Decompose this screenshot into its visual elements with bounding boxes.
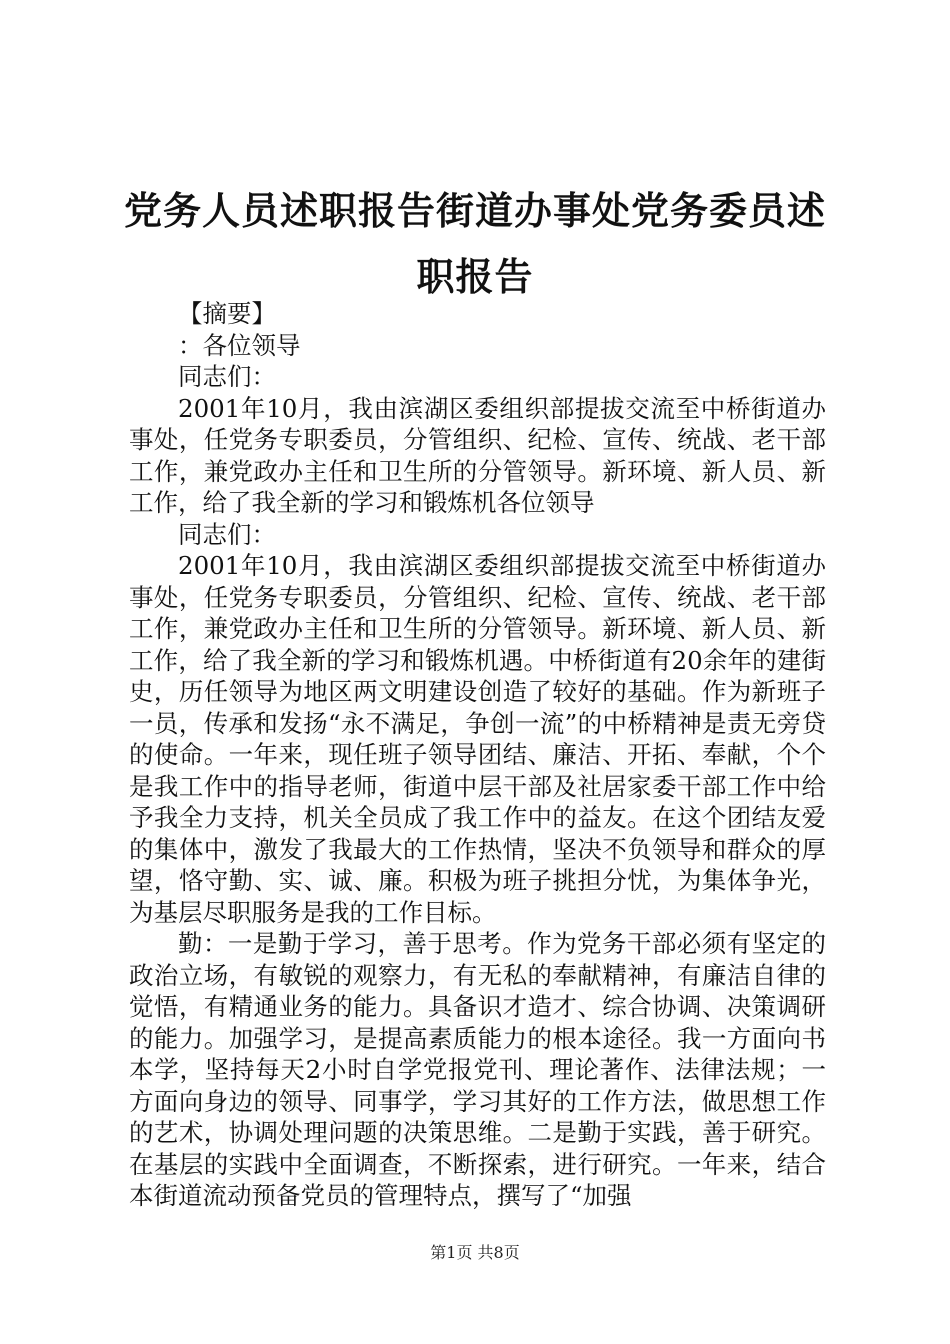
page-number-footer: 第1页 共8页: [430, 1243, 520, 1262]
body-paragraph: 2001年10月，我由滨湖区委组织部提拔交流至中桥街道办事处，任党务专职委员，分管组织、纪检、宣传、统战、老干部工作，兼党政办主任和卫生所的分管领导。新环境、新人员、新工作，给了我全新的学习和锻炼机遇。中桥街道有20余年的建街史，历任领导为地区两文明建设创造了较好的基础。作为新班子一员，传承和发扬“永不满足，争创一流”的中桥精神是责无旁贷的使命。一年来，现任班子领导团结、廉洁、开拓、奉献，个个是我工作中的指导老师，街道中层干部及社居家委干部工作中给予我全力支持，机关全员成了我工作中的益友。在这个团结友爱的集体中，激发了我最大的工作热情，坚决不负领导和群众的厚望，恪守勤、实、诚、廉。积极为班子挑担分忧，为集体争光，为基层尽职服务是我的工作目标。: [129, 551, 826, 927]
document-title: 党务人员述职报告街道办事处党务委员述职报告: [123, 188, 826, 299]
salutation-comrades-repeat: 同志们：: [178, 519, 276, 549]
body-paragraph-diligence: 勤：一是勤于学习，善于思考。作为党务干部必须有坚定的政治立场，有敏锐的观察力，有无私的奉献精神，有廉洁自律的觉悟，有精通业务的能力。具备识才造才、综合协调、决策调研的能力。加强学习，是提高素质能力的根本途径。我一方面向书本学，坚持每天2小时自学党报党刊、理论著作、法律法规；一方面向身边的领导、同事学，学习其好的工作方法，做思想工作的艺术，协调处理问题的决策思维。二是勤于实践，善于研究。在基层的实践中全面调查，不断探索，进行研究。一年来，结合本街道流动预备党员的管理特点，撰写了“加强: [129, 929, 826, 1210]
abstract-heading: 【摘要】: [178, 299, 276, 328]
document-body: [129, 298, 826, 1212]
salutation-comrades: 同志们：: [178, 362, 276, 391]
salutation-leaders: ：各位领导: [178, 330, 301, 360]
body-paragraph: 2001年10月，我由滨湖区委组织部提拔交流至中桥街道办事处，任党务专职委员，分管组织、纪检、宣传、统战、老干部工作，兼党政办主任和卫生所的分管领导。新环境、新人员、新工作，给了我全新的学习和锻炼机各位领导: [129, 393, 826, 517]
